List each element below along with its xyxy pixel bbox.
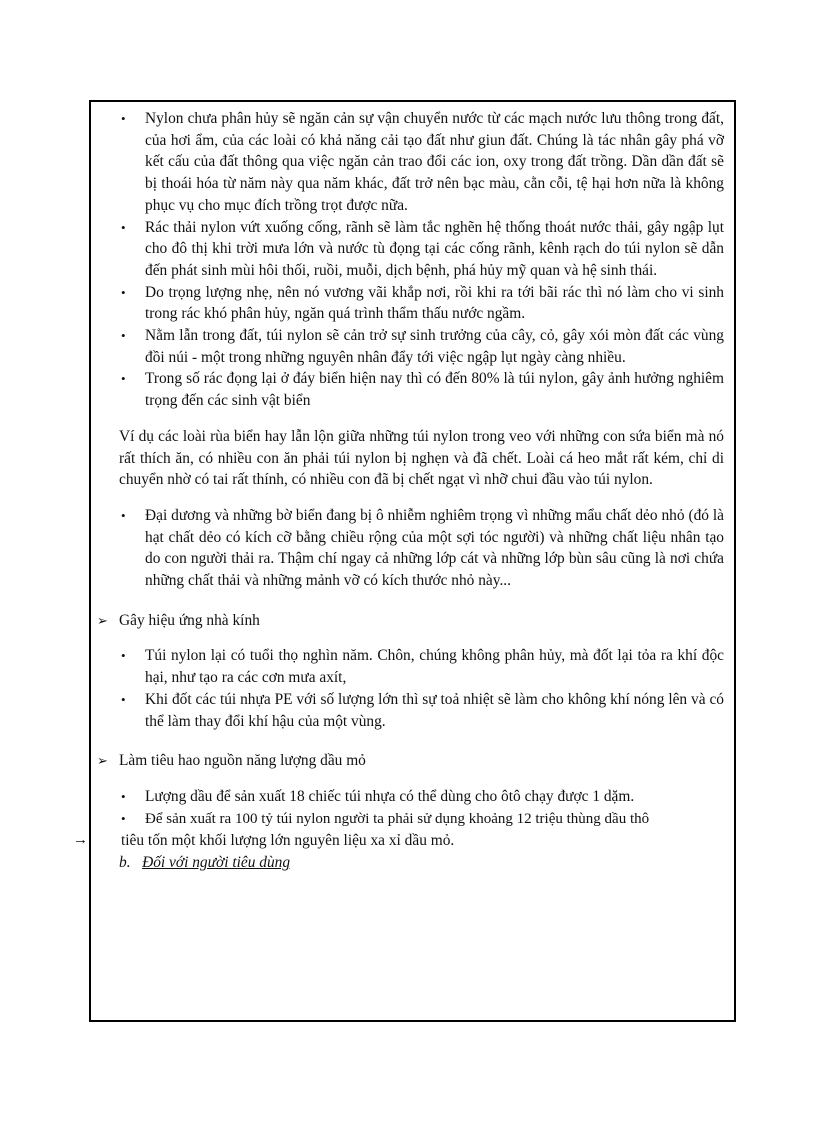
subsection-heading	[91, 852, 734, 874]
list-item: • Lượng dầu để sản xuất 18 chiếc túi nhựa có thể dùng cho ôtô chạy được 1 dặm.	[91, 786, 734, 808]
arrow-bullet-icon: ➢	[97, 753, 108, 769]
list-item: • Đại dương và những bờ biển đang bị ô nhiễm nghiêm trọng vì những mẩu chất dẻo nhỏ (đó là hạt chất dẻo có kích cỡ bằng chiều rộng của một sợi tóc người) và những chất liệu nhân tạo do con người thải ra. Thậm chí ngay cả những lớp cát và những lớp bùn sâu cũng là nơi chứa những chất thải và những mảnh vỡ có kích thước nhỏ này...	[121, 506, 724, 590]
arrow-bullet-icon: ➢	[97, 612, 108, 628]
list-item: • Túi nylon lại có tuổi thọ nghìn năm. Chôn, chúng không phân hủy, mà đốt lại tỏa ra khí độc hại, như tạo ra các cơn mưa axít,	[121, 647, 724, 687]
list-item: • Nằm lẫn trong đất, túi nylon sẽ cản trở sự sinh trưởng của cây, cỏ, gây xói mòn đất các vùng đồi núi - một trong những nguyên nhân đẩy tới việc ngập lụt ngày càng nhiều.	[121, 327, 724, 366]
list-item: • Khi đốt các túi nhựa PE với số lượng lớn thì sự toả nhiệt sẽ làm cho không khí nóng lên và có thể làm thay đổi khí hậu của một vùng.	[121, 690, 724, 730]
heading-oil: ➢ Làm tiêu hao nguồn năng lượng dầu mỏ	[91, 750, 734, 772]
bullet-icon: •	[121, 219, 126, 235]
document-body	[73, 102, 734, 874]
bullet-icon: •	[121, 284, 126, 300]
bullet-icon: •	[121, 328, 126, 344]
list-item: • Do trọng lượng nhẹ, nên nó vương vãi khắp nơi, rồi khi ra tới bãi rác thì nó làm cho vi sinh trong rác khó phân hủy, ngăn quá trình thẩm thấu nước ngầm.	[121, 283, 724, 323]
right-arrow-icon: →	[73, 832, 88, 849]
bullet-icon: •	[121, 371, 126, 387]
example-paragraph: Ví dụ các loài rùa biển hay lẫn lộn giữa những túi nylon trong veo với những con sứa biển mà nó rất thích ăn, có nhiều con ăn phải túi nylon bị nghẹn và đã chết. Loài cá heo mắt rất kém, chỉ di chuyển nhờ có tai rất thính, có nhiều con đã bị chết ngạt vì nhỡ chui đầu vào túi nylon.	[119, 427, 724, 489]
bullet-icon: •	[121, 810, 126, 826]
subsection-title: Đối với người tiêu dùng	[142, 854, 291, 872]
list-item: • Nylon chưa phân hủy sẽ ngăn cản sự vận chuyển nước từ các mạch nước lưu thông trong đất, của hơi ẩm, của các loài có khả năng cải tạo đất như giun đất. Chúng là tác nhân gây phá vỡ kết cấu của đất thông qua việc ngăn cản trao đổi các ion, oxy trong đất trồng. Dần dần đất sẽ bị thoái hóa từ năm này qua năm khác, đất trở nên bạc màu, cằn cỗi, tệ hại hơn nữa là không phục vụ cho mục đích trồng trọt được nữa.	[121, 110, 724, 214]
content-frame	[73, 100, 736, 1022]
bullet-list-ocean	[91, 505, 734, 592]
bullet-list-greenhouse	[91, 645, 734, 732]
bullet-icon: •	[121, 507, 126, 523]
bullet-list-oil	[91, 786, 734, 830]
list-item: • Trong số rác đọng lại ở đáy biển hiện nay thì có đến 80% là túi nylon, gây ảnh hưởng nghiêm trọng đến các sinh vật biển	[121, 370, 724, 410]
list-item: • Để sản xuất ra 100 tỷ túi nylon người ta phải sử dụng khoảng 12 triệu thùng dầu thô	[91, 808, 734, 831]
heading-greenhouse: ➢ Gây hiệu ứng nhà kính	[91, 610, 734, 632]
result-line: → tiêu tốn một khối lượng lớn nguyên liệu xa xỉ dầu mỏ.	[91, 830, 734, 852]
bullet-list-soil	[91, 108, 734, 412]
list-item: • Rác thải nylon vứt xuống cống, rãnh sẽ làm tắc nghẽn hệ thống thoát nước thải, gây ngập lụt cho đô thị khi trời mưa lớn và nước tù đọng tại các cống rãnh, kênh rạch do túi nylon sẽ dẫn đến phát sinh mùi hôi thối, ruồi, muỗi, dịch bệnh, phá hủy mỹ quan và hệ sinh thái.	[121, 218, 724, 279]
bullet-icon: •	[121, 111, 126, 126]
bullet-icon: •	[121, 788, 126, 804]
bullet-icon: •	[121, 648, 126, 664]
subsection-label: b.	[119, 854, 131, 872]
bullet-icon: •	[121, 691, 126, 707]
